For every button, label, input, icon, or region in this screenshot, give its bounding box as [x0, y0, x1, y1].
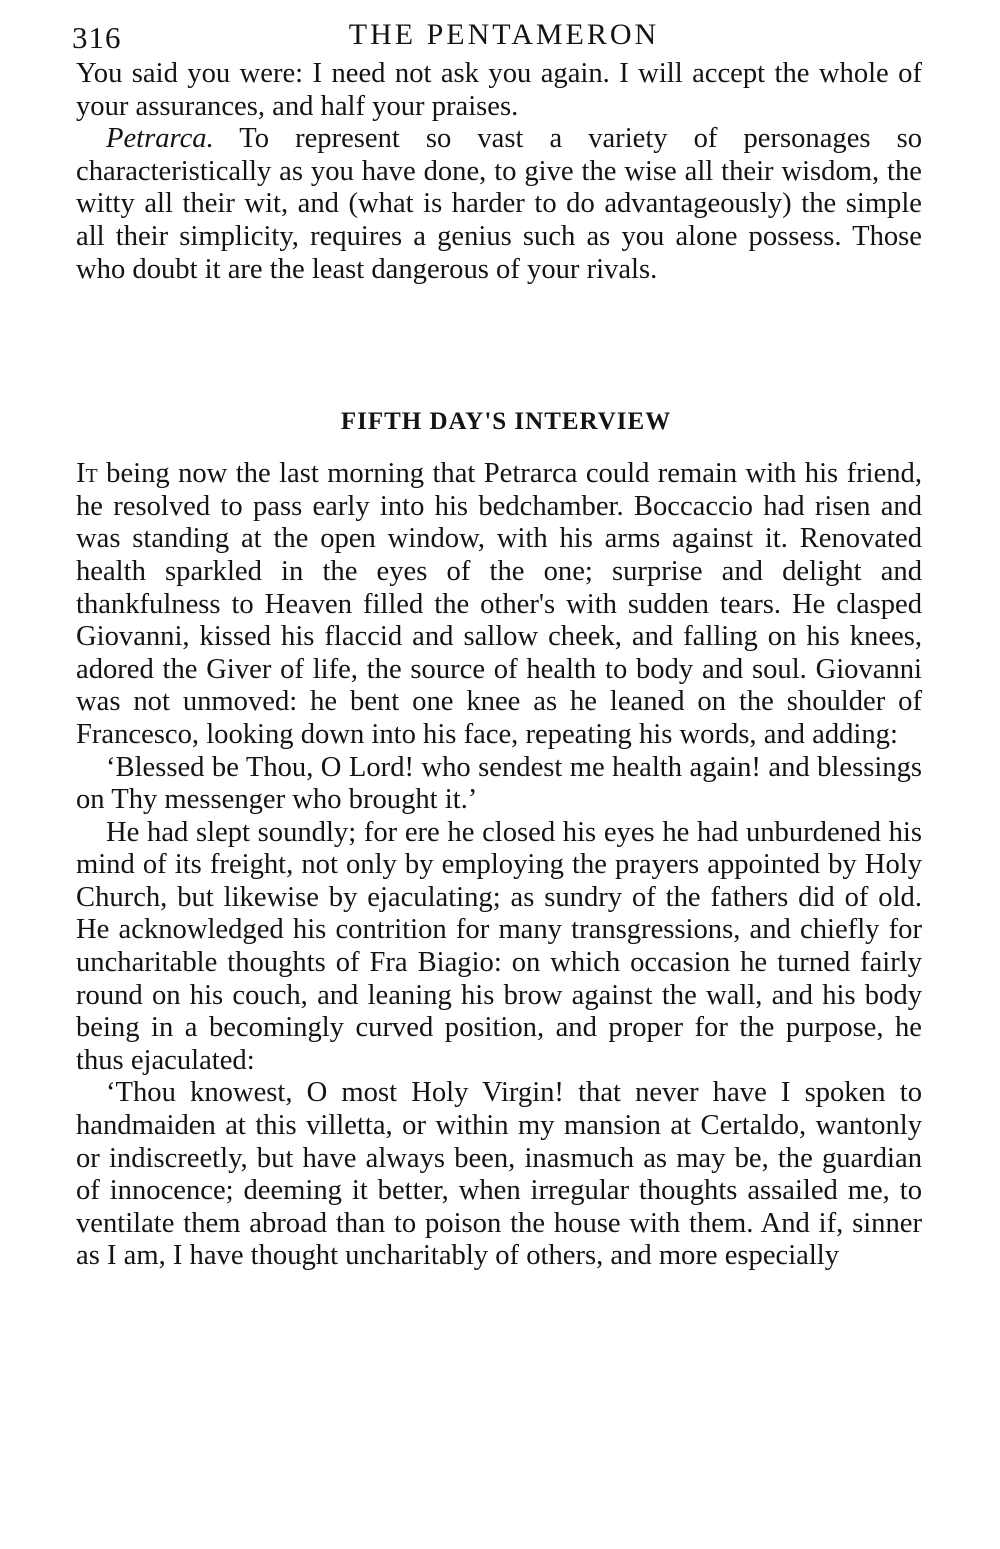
paragraph-slept: He had slept soundly; for ere he closed his eyes he had unburdened his mind of its freight, not only by employing the prayers appointed by Holy Church, but likewise by ejaculating; as sundry of the fathers did of old. He acknowledged his contrition for many transgressions, and chiefly for uncharitable thoughts of Fra Biagio: on which occasion he turned fairly round on his couch, and leaning his brow against the wall, and his body being in a becomingly curved position, and proper for the purpose, he thus ejaculated:: [76, 816, 922, 1076]
paragraph-section-opening: [76, 458, 922, 751]
paragraph-text: being now the last morning that Petrarca could remain with his friend, he resolved to pass early into his bedchamber. Boccaccio had risen and was standing at the open window, with his arms against it. Renovated health sparkled in the eyes of the one; surprise and delight and thankfulness to Heaven filled the other's with sudden tears. He clasped Giovanni, kissed his flaccid and sallow cheek, and falling on his knees, adored the Giver of life, the source of health to body and soul. Giovanni was not unmoved: he bent one knee as he leaned on the shoulder of Francesco, looking down into his face, repeating his words, and adding:: [76, 458, 922, 750]
paragraph-prayer: ‘Thou knowest, O most Holy Virgin! that never have I spoken to handmaiden at this villetta, or within my mansion at Certaldo, wantonly or indiscreetly, but have always been, inasmuch as may be, the guardian of innocence; deeming it better, when irregular thoughts assailed me, to ventilate them abroad than to poison the house with them. And if, sinner as I am, I have thought uncharitably of others, and more especially: [76, 1077, 922, 1272]
book-page: [72, 14, 922, 1273]
running-head: [72, 14, 922, 58]
paragraph-blessing: ‘Blessed be Thou, O Lord! who sendest me health again! and blessings on Thy messenger who brought it.’: [76, 751, 922, 816]
section-gap: [76, 286, 922, 408]
book-title: THE PENTAMERON: [348, 18, 660, 51]
speaker-name: Petrarca.: [106, 123, 214, 155]
paragraph-opening: You said you were: I need not ask you again. I will accept the whole of your assurances, and half your praises.: [76, 58, 922, 122]
speech-text: To represent so vast a variety of personages so characteristically as you have done, to give the wise all their wisdom, the witty all their wit, and (what is harder to do advantageously) the simple all their simplicity, requires a genius such as you alone possess. Those who doubt it are the least dangerous of your rivals.: [76, 123, 922, 285]
paragraph-petrarca: [76, 123, 922, 286]
lead-word: It: [76, 458, 98, 490]
page-number: 316: [72, 20, 122, 55]
section-title: FIFTH DAY'S INTERVIEW: [340, 408, 672, 436]
